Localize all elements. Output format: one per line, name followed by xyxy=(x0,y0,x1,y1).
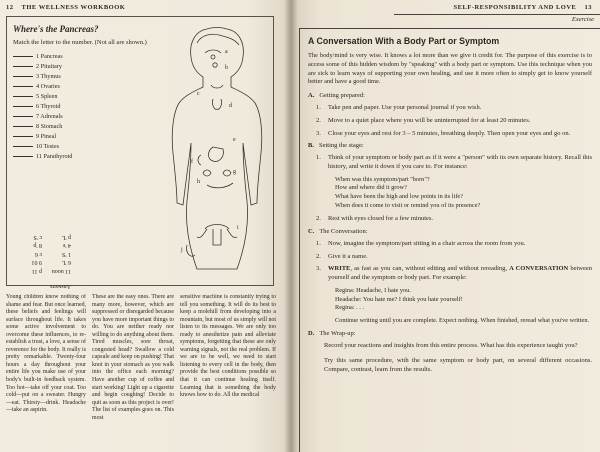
step-item: 3. WRITE, as fast as you can, without editing and without rereading, A CONVERSATION between yourself and the symptom or body part. For example: xyxy=(316,265,592,282)
answer-entry: 6 'L xyxy=(61,259,71,266)
thyroid-gland xyxy=(211,85,223,88)
book-gutter-shadow xyxy=(284,0,298,452)
left-running-head-title: THE WELLNESS WORKBOOK xyxy=(21,4,126,11)
list-item: 10 Testes xyxy=(13,143,72,153)
answer-blank xyxy=(13,106,33,107)
answer-blank xyxy=(13,136,33,137)
continue-instruction: Continue writing until you are complete. Expect nothing. When finished, reread what you've written. xyxy=(335,316,590,324)
pancreas-organ xyxy=(207,183,233,188)
section-heading: Setting the stage: xyxy=(318,142,364,150)
exercise-tab: Exercise xyxy=(394,14,600,26)
wrap-up-paragraph: Record your reactions and insights from this entire process. What has this experience taught you? xyxy=(324,342,578,350)
question-line: When was this symptom/part "born"? xyxy=(335,175,430,183)
left-running-head xyxy=(6,4,125,11)
left-text-column-1: Young children know nothing of shame and fear. But once learned, these beliefs and feelings will surface throughout life. It takes some active involvement to overcome these influences, to re-establish a trust, a love, a sense of reverence for the body. It really is pretty remarkable. Twenty-four hours a day throughout your entire life you make use of your body's built-in feedback system. Too hot—take off your coat. Too cold—put on a sweater. Hungry—eat. Thirsty—drink. Headache—take an aspirin. xyxy=(6,294,86,414)
step-item: 2. Rest with eyes closed for a few minutes. xyxy=(316,215,434,223)
step-item: 2. Move to a quiet place where you will be uninterrupted for at least 20 minutes. xyxy=(316,116,531,124)
stomach-organ xyxy=(209,147,224,161)
svg-text:h: h xyxy=(197,179,200,185)
body-outline-illustration xyxy=(167,23,267,285)
left-page-number: 12 xyxy=(6,4,14,11)
list-item: 1 Pancreas xyxy=(13,53,72,63)
pituitary-gland xyxy=(213,63,217,67)
list-item: 3 Thymus xyxy=(13,73,72,83)
svg-text:a: a xyxy=(225,49,228,55)
svg-text:g: g xyxy=(233,169,236,175)
answer-entry: 4 'e xyxy=(62,242,71,249)
spleen-organ xyxy=(198,155,201,165)
right-page-number: 13 xyxy=(584,4,592,11)
question-line: What have been the high and low points in its life? xyxy=(335,192,464,200)
question-line: How and where did it grow? xyxy=(335,184,407,192)
adrenal-right xyxy=(223,170,231,176)
list-item: 6 Thyroid xyxy=(13,103,72,113)
step-item: 3. Close your eyes and rest for 3 – 5 minutes, breathing deeply. Then open your eyes and go on. xyxy=(316,129,571,137)
answer-entry: p 11 xyxy=(31,268,42,274)
list-item: 2 Pituitary xyxy=(13,63,72,73)
dialogue-line: Regina: Headache, I hate you. xyxy=(335,286,411,294)
answer-blank xyxy=(13,116,33,117)
exercise-intro: The body/mind is very wise. It knows a lot more than we give it credit for. The purpose of this exercise is to access some of this hidden wisdom by "speaking" with a body part or symptom. Use this technique when you are sick to learn ways of supporting your own healing, and use it more often to simply get to know yourself better and have a good time. xyxy=(308,52,592,86)
svg-text:f: f xyxy=(191,159,193,165)
answer-entry: 1 'S xyxy=(62,251,71,257)
section-letter: D. xyxy=(308,330,315,338)
left-text-column-3: sensitive machine is constantly trying to tell you something. It will do its best to keep a molehill from developing into a mountain, but most of us simply will not listen to its messages. We are only too ready to anesthetize pain and alleviate symptoms, forgetting that these are only warning signals, not the real problem. If we are to be well, we need to start listening to every cell in the body, then provide the best conditions possible so that it can continue healing itself. Learning that is something the body knows how to do. All the medical xyxy=(180,294,276,399)
answer-blank xyxy=(13,146,33,147)
list-item: 11 Parathyroid xyxy=(13,153,72,163)
answer-blank xyxy=(13,156,33,157)
section-c xyxy=(308,228,592,325)
example-dialogue xyxy=(335,287,592,325)
svg-text:c: c xyxy=(197,91,200,97)
quiz-instructions: Match the letter to the number. (Not all are shown.) xyxy=(13,39,147,46)
step-item: 1. Take pen and paper. Use your personal journal if you wish. xyxy=(316,103,482,111)
exercise-title: A Conversation With a Body Part or Symptom xyxy=(308,36,500,46)
answer-entry: c 6 xyxy=(34,251,42,257)
left-text-column-2: These are the easy ones. There are many more, however, which are suppressed or disregarded because you have more important things to do. You are neither ready nor willing to do anything about them. Tired muscles, sore throat, congested head? Swallow a cold capsule and keep on pushing! That knot in your stomach as you walk into the office each morning? Have another cup of coffee and start working! Light up a cigarette and begin coughing! Decide to quit as soon as this project is over! The list of examples goes on. This most xyxy=(92,294,174,421)
answer-entry: 11 uoou xyxy=(51,268,71,274)
svg-text:i: i xyxy=(237,225,239,231)
svg-text:j: j xyxy=(181,247,183,253)
answer-blank xyxy=(13,86,33,87)
section-heading: Getting prepared: xyxy=(319,92,365,100)
answer-blank xyxy=(13,66,33,67)
wrap-up-paragraph: Try this same procedure, with the same symptom or body part, on several different occasions. Compare, contrast, learn from the results. xyxy=(324,356,592,373)
section-heading: The Conversation: xyxy=(319,227,368,235)
dialogue-line: Headache: You hate me? I think you hate yourself! xyxy=(335,295,463,303)
organ-list xyxy=(13,53,72,163)
answer-blank xyxy=(13,56,33,57)
quiz-title: Where's the Pancreas? xyxy=(13,24,99,34)
right-running-head xyxy=(454,4,592,11)
list-item: 8 Stomach xyxy=(13,123,72,133)
pancreas-quiz-box xyxy=(6,16,274,289)
question-line: When does it come to visit or remind you of its presence? xyxy=(335,201,481,209)
section-letter: A. xyxy=(308,92,315,100)
section-letter: C. xyxy=(308,227,315,235)
answer-blank xyxy=(13,126,33,127)
answers-label: Answers xyxy=(50,283,71,289)
list-item: 9 Pineal xyxy=(13,133,72,143)
answer-blank xyxy=(13,96,33,97)
hair-line xyxy=(197,34,239,45)
answer-entry: p 'L xyxy=(61,234,71,240)
testes-inset xyxy=(187,245,195,256)
right-running-head-title: SELF-RESPONSIBILITY AND LOVE xyxy=(453,4,577,11)
brain-outline xyxy=(205,50,221,53)
list-item: 7 Adrenals xyxy=(13,113,72,123)
left-page xyxy=(0,0,291,452)
adrenal-left xyxy=(203,170,211,176)
dialogue-line: Regina: . . . xyxy=(335,304,365,312)
svg-text:d: d xyxy=(229,103,232,109)
step-item: 1. Think of your symptom or body part as if it were a "person" with its own separate history. Recall this history, and write it down if you care to. For instance: xyxy=(316,154,592,170)
list-item: 5 Spleen xyxy=(13,93,72,103)
ovaries-uterus xyxy=(197,225,237,246)
section-b xyxy=(308,142,592,224)
svg-text:b: b xyxy=(225,65,228,71)
answer-entry: c 'S xyxy=(33,234,42,240)
section-a xyxy=(308,92,592,138)
answer-entry: 8 'p xyxy=(33,242,42,249)
upside-down-answers xyxy=(13,225,71,289)
right-page xyxy=(291,0,600,452)
pineal-gland xyxy=(211,55,215,59)
list-item: 4 Ovaries xyxy=(13,83,72,93)
step-item: 1. Now, imagine the symptom/part sitting in a chair across the room from you. xyxy=(316,239,526,247)
thymus-gland xyxy=(212,99,221,109)
answer-blank xyxy=(13,76,33,77)
answer-entry: 9 01 xyxy=(31,259,42,266)
section-heading: The Wrap-up: xyxy=(319,330,356,338)
exercise-box xyxy=(299,28,600,452)
step-item: 2. Give it a name. xyxy=(316,252,368,260)
section-letter: B. xyxy=(308,142,314,150)
svg-text:e: e xyxy=(233,137,236,143)
section-d xyxy=(308,330,592,374)
history-questions xyxy=(335,176,592,210)
